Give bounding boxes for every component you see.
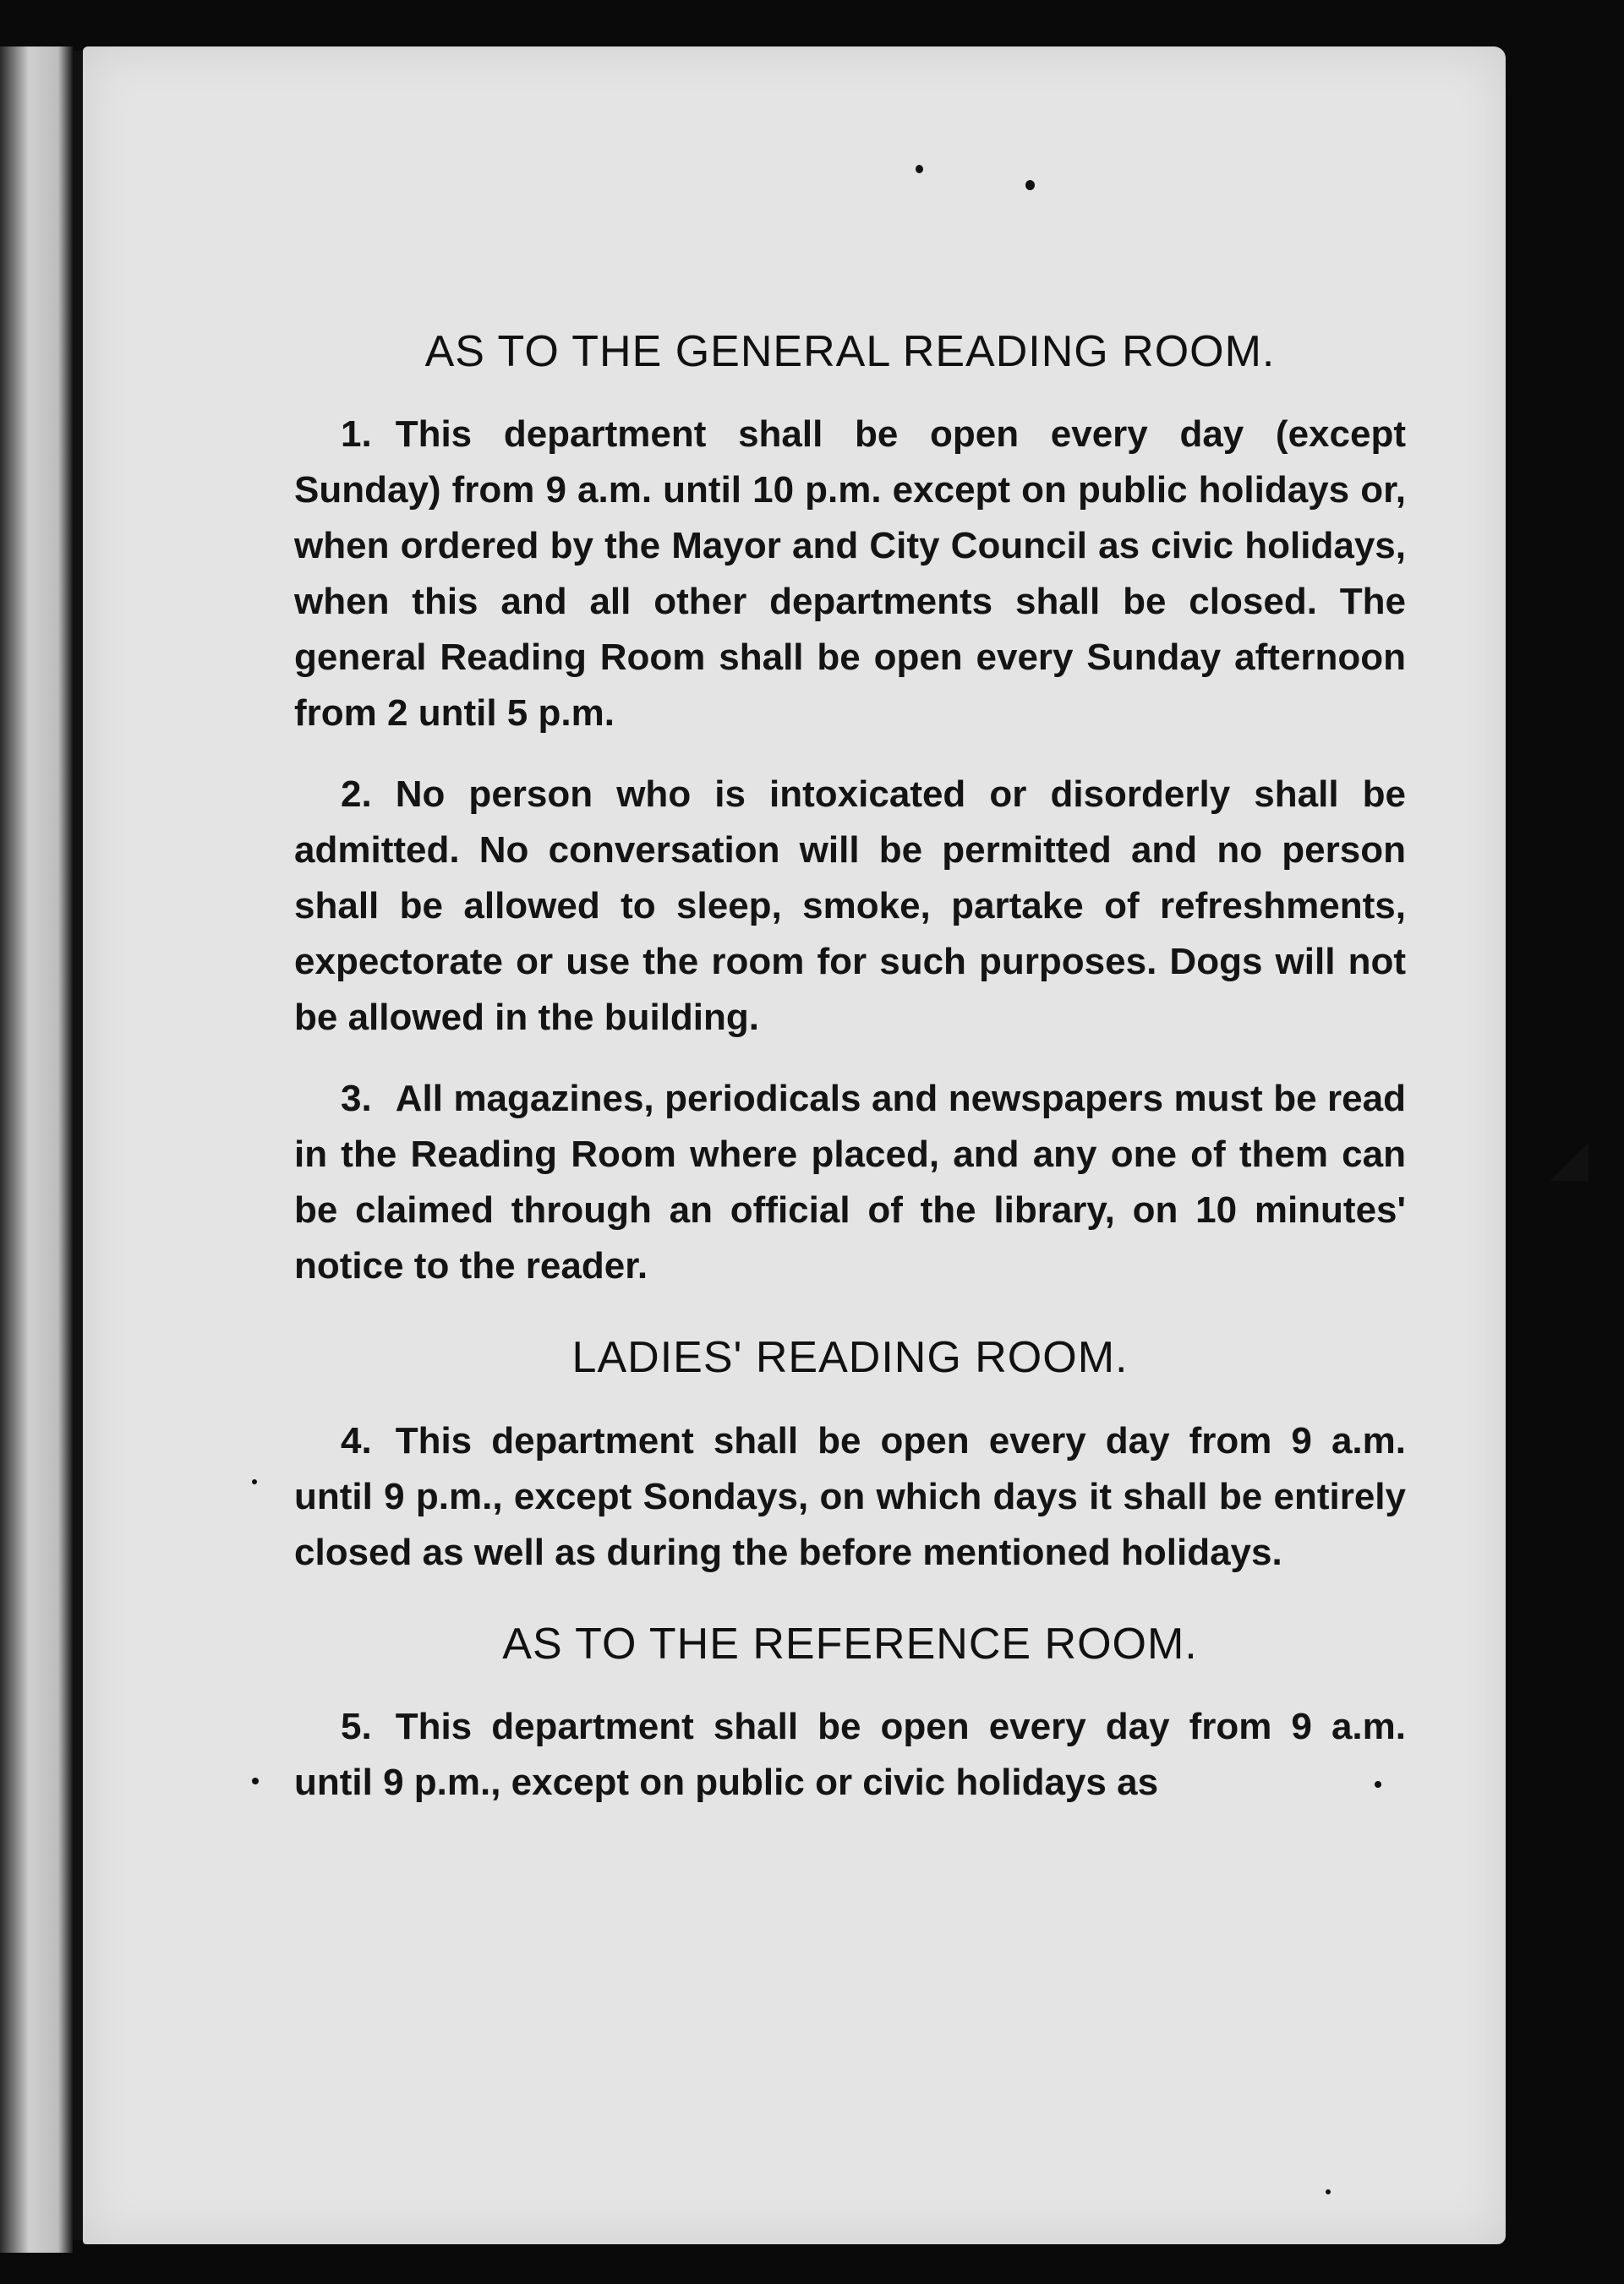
section-heading-ladies-reading-room: LADIES' READING ROOM. xyxy=(571,1333,1129,1383)
rule-paragraph-1 xyxy=(294,407,1406,741)
speck xyxy=(916,165,923,173)
rule-text: This department shall be open every day from 9 a.m. until 9 p.m., except Sondays, on which days it shall be entirely closed as well as during the before mentioned holidays. xyxy=(294,1419,1406,1573)
rule-text: No person who is intoxicated or disorderly shall be admitted. No conversation will be permitted and no person shall be allowed to sleep, smoke, partake of refreshments, expectorate or use the room for such purposes. Dogs will not be allowed in the building. xyxy=(294,773,1406,1039)
rule-paragraph-5 xyxy=(294,1699,1406,1811)
rule-text: This department shall be open every day from 9 a.m. until 9 p.m., except on public or civic holidays as xyxy=(294,1706,1406,1804)
document-page xyxy=(83,46,1589,2244)
rule-number: 3. xyxy=(341,1078,372,1120)
rule-text: All magazines, periodicals and newspapers must be read in the Reading Room where placed, and any one of them can be claimed through an official of the library, on 10 minutes' notice to the reader. xyxy=(294,1078,1406,1287)
rule-paragraph-3 xyxy=(294,1071,1406,1294)
rule-number: 5. xyxy=(341,1706,372,1748)
speck xyxy=(252,1778,259,1784)
page-content xyxy=(294,325,1406,1836)
speck xyxy=(252,1479,257,1484)
book-spine xyxy=(73,51,83,2240)
speck xyxy=(1326,2189,1331,2194)
rule-number: 2. xyxy=(341,773,372,816)
rule-number: 4. xyxy=(341,1419,372,1462)
rule-paragraph-2 xyxy=(294,767,1406,1046)
rule-paragraph-4 xyxy=(294,1413,1406,1581)
adjacent-page-edge xyxy=(0,46,73,2253)
margin-mark: ◢ xyxy=(1550,1129,1589,1186)
section-heading-general-reading-room: AS TO THE GENERAL READING ROOM. xyxy=(424,327,1276,376)
section-heading-reference-room: AS TO THE REFERENCE ROOM. xyxy=(502,1619,1198,1669)
speck xyxy=(1025,180,1035,190)
rule-number: 1. xyxy=(341,413,372,456)
rule-text: This department shall be open every day (except Sunday) from 9 a.m. until 10 p.m. except on public holidays or, when ordered by the Mayor and City Council as civic holidays, when this and all other departments shall be closed. The general Reading Room shall be open every Sunday afternoon from 2 until 5 p.m. xyxy=(294,413,1406,735)
